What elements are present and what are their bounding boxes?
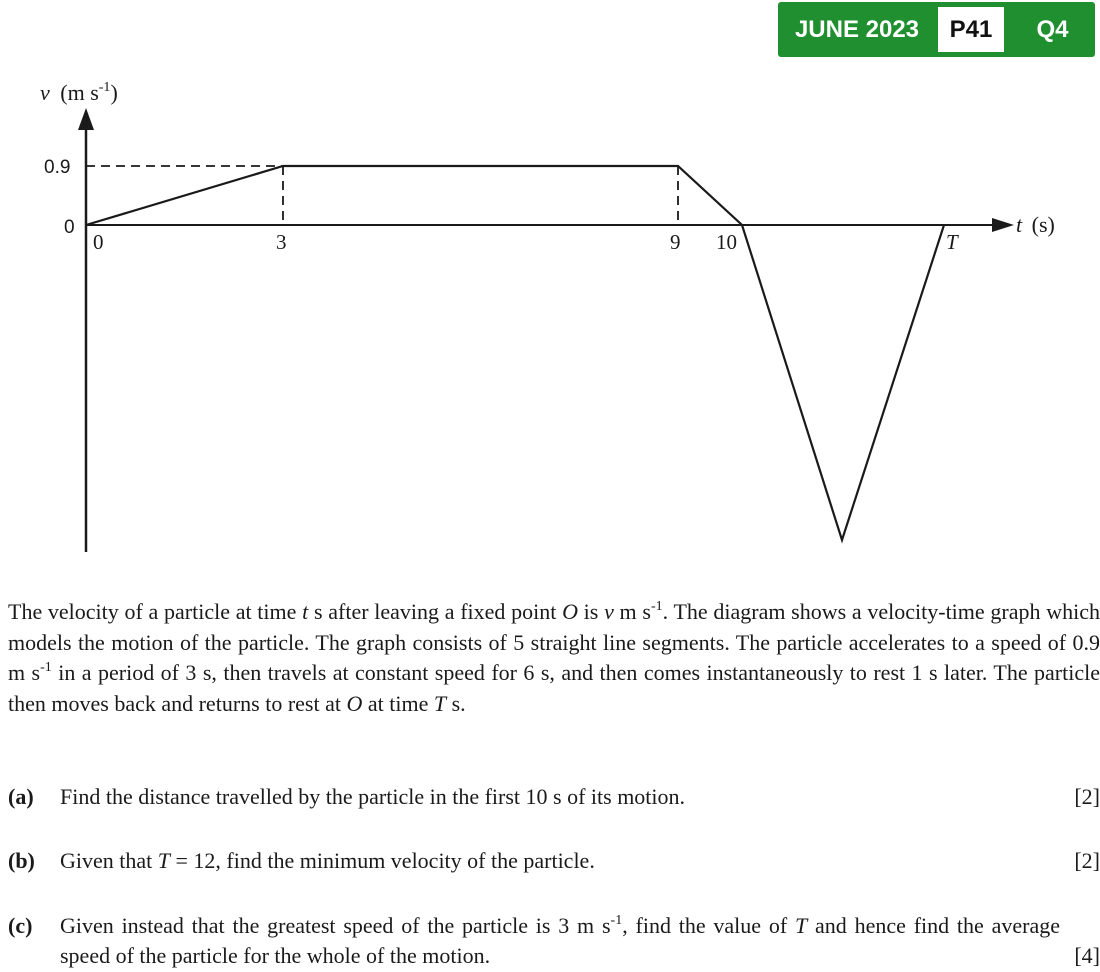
- x-axis-symbol: t: [1016, 212, 1023, 237]
- y-tick-0: 0: [64, 217, 75, 238]
- part-a-label: (a): [8, 784, 34, 809]
- y-axis-label: [40, 80, 118, 105]
- x-tick-3: 3: [276, 230, 287, 254]
- velocity-time-graph: [0, 60, 1100, 560]
- part-a: [8, 782, 1100, 812]
- paper-code: P41: [938, 7, 1004, 52]
- x-tick-9: 9: [670, 230, 681, 254]
- part-b-label: (b): [8, 848, 35, 873]
- part-c-label: (c): [8, 913, 33, 938]
- x-axis-label: [1016, 212, 1055, 237]
- part-c-marks: [4]: [1074, 943, 1100, 968]
- part-b-text: Given that T = 12, find the minimum velocity of the particle.: [60, 848, 595, 873]
- y-tick-0.9: 0.9: [44, 157, 71, 178]
- part-a-text: Find the distance travelled by the particle in the first 10 s of its motion.: [60, 784, 686, 809]
- part-b-marks: [2]: [1074, 848, 1100, 873]
- part-c: [8, 911, 1100, 971]
- question-stem: The velocity of a particle at time t s after leaving a fixed point O is v m $s^{-1}$. The diagram shows a velocity-time graph which models the motion of the particle. The graph consists of 5 straight line segments. The particle accelerates to a speed of 0.9 m $s^{-1}$ in a period of 3 s, then travels at constant speed for 6 s, and then comes instantaneously to rest 1 s later. The particle then moves back and returns to rest at O at time T s.: [8, 598, 1100, 716]
- part-a-marks: [2]: [1074, 784, 1100, 809]
- x-axis-unit: (s): [1031, 212, 1055, 237]
- question-number: Q4: [1036, 16, 1069, 43]
- x-axis-arrowhead: [992, 218, 1014, 232]
- velocity-curve: [86, 166, 944, 540]
- x-tick-10: 10: [716, 230, 737, 254]
- y-axis-unit-close: ): [110, 80, 118, 105]
- y-axis-symbol: v: [40, 80, 50, 105]
- part-b: [8, 846, 1100, 876]
- x-tick-T: T: [946, 230, 958, 254]
- y-axis-arrowhead: [78, 108, 94, 130]
- x-tick-0: 0: [93, 230, 104, 254]
- y-axis-unit-exp: -1: [98, 80, 111, 95]
- exam-session: JUNE 2023: [794, 16, 920, 43]
- part-c-text: Given instead that the greatest speed of the particle is 3 m $s^{-1}$, find the value of T and hence find the average speed of the particle for the whole of the motion.: [60, 912, 1060, 968]
- y-axis-unit: (m s: [60, 80, 99, 105]
- exam-badge: [778, 2, 1095, 57]
